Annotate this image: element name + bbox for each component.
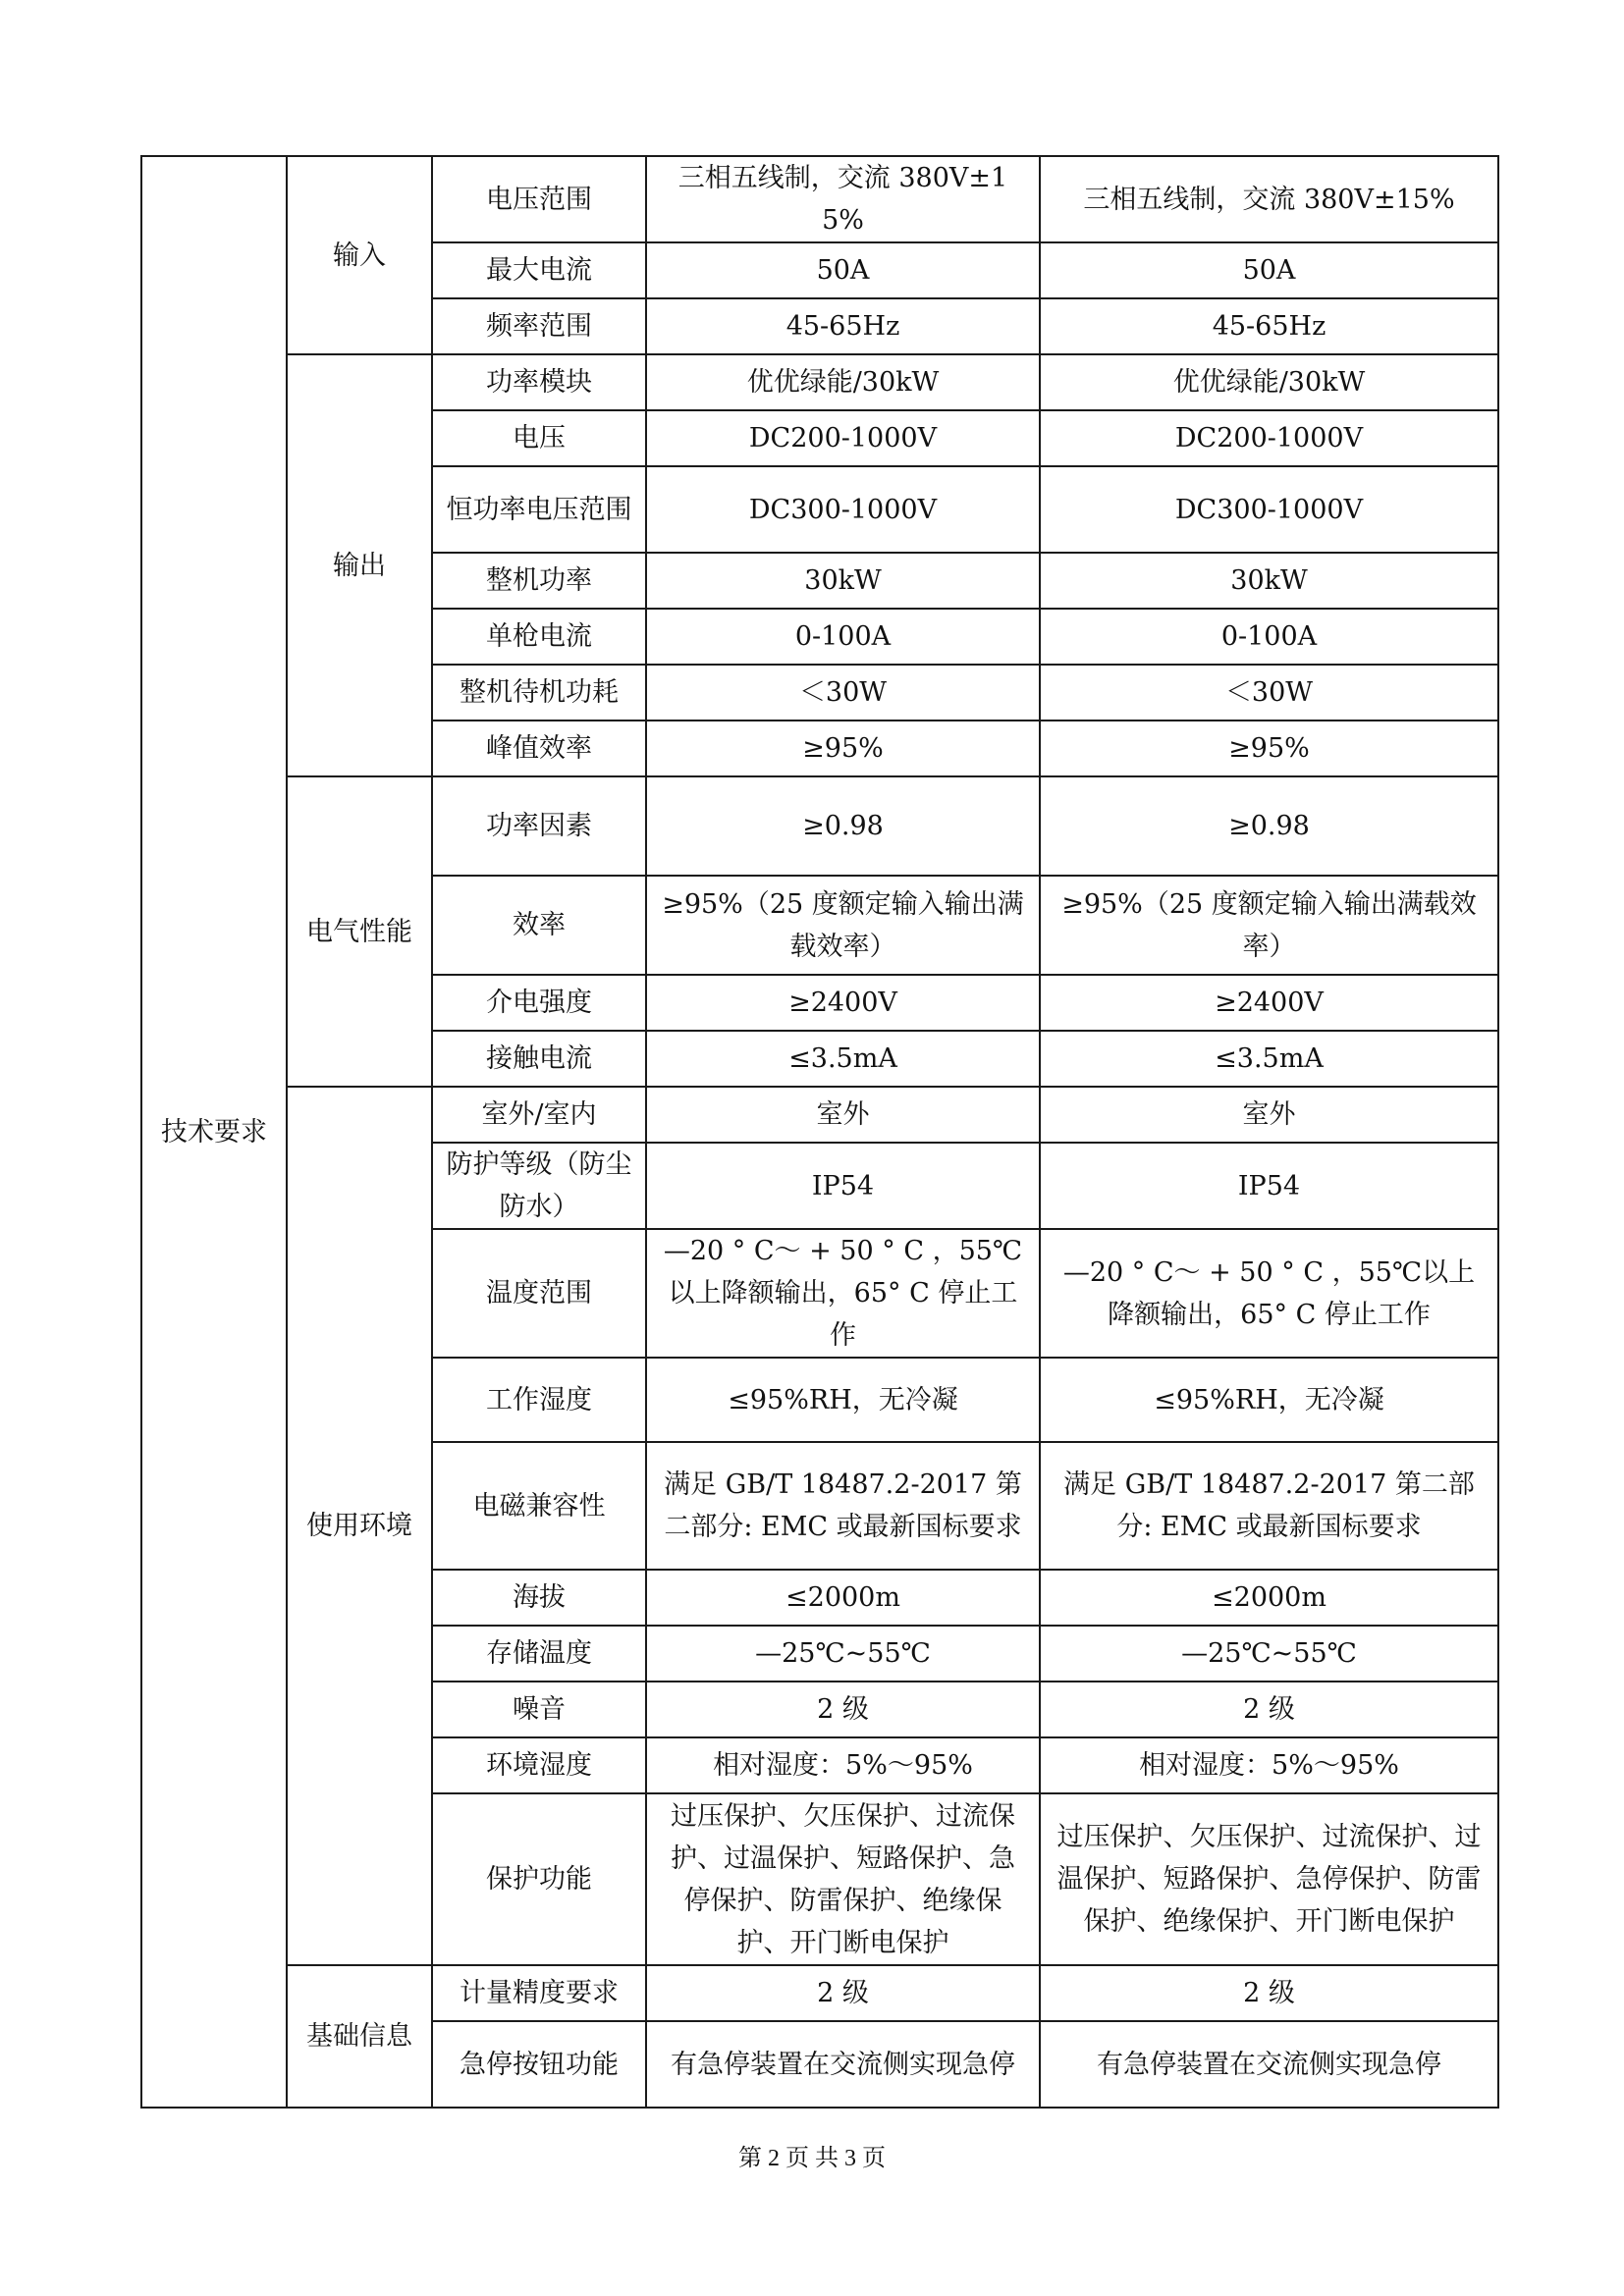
param-name: 单枪电流 bbox=[432, 609, 646, 665]
value-option-2: 2 级 bbox=[1040, 1682, 1498, 1737]
value-option-1: ≥0.98 bbox=[646, 776, 1040, 876]
value-option-1: DC200-1000V bbox=[646, 410, 1040, 466]
value-option-2: ≥95% bbox=[1040, 721, 1498, 776]
value-option-2: ≥2400V bbox=[1040, 975, 1498, 1031]
value-option-1: ≥95% bbox=[646, 721, 1040, 776]
param-name: 效率 bbox=[432, 876, 646, 975]
value-option-1: 有急停装置在交流侧实现急停 bbox=[646, 2021, 1040, 2108]
value-option-2: DC300-1000V bbox=[1040, 466, 1498, 553]
group-label: 电气性能 bbox=[287, 776, 432, 1087]
param-name: 海拔 bbox=[432, 1570, 646, 1626]
param-name: 功率因素 bbox=[432, 776, 646, 876]
value-option-2: IP54 bbox=[1040, 1143, 1498, 1229]
value-option-2: 相对湿度：5%～95% bbox=[1040, 1737, 1498, 1793]
param-name: 急停按钮功能 bbox=[432, 2021, 646, 2108]
value-option-1: ＜30W bbox=[646, 665, 1040, 721]
param-name: 噪音 bbox=[432, 1682, 646, 1737]
value-option-1: IP54 bbox=[646, 1143, 1040, 1229]
value-option-1: 室外 bbox=[646, 1087, 1040, 1143]
group-label: 输入 bbox=[287, 156, 432, 354]
param-name: 计量精度要求 bbox=[432, 1965, 646, 2021]
value-option-1: DC300-1000V bbox=[646, 466, 1040, 553]
value-option-2: 50A bbox=[1040, 242, 1498, 298]
param-name: 整机待机功耗 bbox=[432, 665, 646, 721]
param-name: 整机功率 bbox=[432, 553, 646, 609]
param-name: 环境湿度 bbox=[432, 1737, 646, 1793]
value-option-2: ≤2000m bbox=[1040, 1570, 1498, 1626]
value-option-2: ≥95%（25 度额定输入输出满载效率） bbox=[1040, 876, 1498, 975]
param-name: 室外/室内 bbox=[432, 1087, 646, 1143]
spec-table bbox=[140, 155, 1499, 2109]
param-name: 电压 bbox=[432, 410, 646, 466]
value-option-2: 30kW bbox=[1040, 553, 1498, 609]
table-row bbox=[141, 156, 1498, 242]
value-option-1: 50A bbox=[646, 242, 1040, 298]
param-name: 温度范围 bbox=[432, 1229, 646, 1358]
group-label: 使用环境 bbox=[287, 1087, 432, 1965]
param-name: 电压范围 bbox=[432, 156, 646, 242]
value-option-1: 三相五线制，交流 380V±15% bbox=[646, 156, 1040, 242]
value-option-1: 优优绿能/30kW bbox=[646, 354, 1040, 410]
param-name: 保护功能 bbox=[432, 1793, 646, 1965]
value-option-1: ≤95%RH，无冷凝 bbox=[646, 1358, 1040, 1442]
table-row bbox=[141, 1087, 1498, 1143]
value-option-2: ≥0.98 bbox=[1040, 776, 1498, 876]
param-name: 功率模块 bbox=[432, 354, 646, 410]
value-option-2: 过压保护、欠压保护、过流保护、过温保护、短路保护、急停保护、防雷保护、绝缘保护、开门断电保护 bbox=[1040, 1793, 1498, 1965]
value-option-2: ≤3.5mA bbox=[1040, 1031, 1498, 1087]
value-option-1: 0-100A bbox=[646, 609, 1040, 665]
param-name: 接触电流 bbox=[432, 1031, 646, 1087]
param-name: 峰值效率 bbox=[432, 721, 646, 776]
param-name: 介电强度 bbox=[432, 975, 646, 1031]
page-footer: 第 2 页 共 3 页 bbox=[738, 2146, 886, 2171]
param-name: 频率范围 bbox=[432, 298, 646, 354]
value-option-2: 室外 bbox=[1040, 1087, 1498, 1143]
param-name: 最大电流 bbox=[432, 242, 646, 298]
value-option-2: 有急停装置在交流侧实现急停 bbox=[1040, 2021, 1498, 2108]
table-row bbox=[141, 354, 1498, 410]
value-option-2: ≤95%RH，无冷凝 bbox=[1040, 1358, 1498, 1442]
value-option-1: 过压保护、欠压保护、过流保护、过温保护、短路保护、急停保护、防雷保护、绝缘保护、开门断电保护 bbox=[646, 1793, 1040, 1965]
value-option-2: —25℃~55℃ bbox=[1040, 1626, 1498, 1682]
spec-table-body bbox=[141, 156, 1498, 2108]
value-option-1: 满足 GB/T 18487.2-2017 第二部分: EMC 或最新国标要求 bbox=[646, 1442, 1040, 1570]
value-option-2: 优优绿能/30kW bbox=[1040, 354, 1498, 410]
main-category-label: 技术要求 bbox=[141, 156, 287, 2108]
value-option-2: 三相五线制，交流 380V±15% bbox=[1040, 156, 1498, 242]
group-label: 输出 bbox=[287, 354, 432, 776]
param-name: 工作湿度 bbox=[432, 1358, 646, 1442]
table-row bbox=[141, 776, 1498, 876]
group-label: 基础信息 bbox=[287, 1965, 432, 2108]
value-option-1: —20 ° C～ + 50 ° C ，55℃以上降额输出，65° C 停止工作 bbox=[646, 1229, 1040, 1358]
value-option-1: —25℃~55℃ bbox=[646, 1626, 1040, 1682]
value-option-2: 满足 GB/T 18487.2-2017 第二部分: EMC 或最新国标要求 bbox=[1040, 1442, 1498, 1570]
param-name: 防护等级（防尘防水） bbox=[432, 1143, 646, 1229]
value-option-2: 0-100A bbox=[1040, 609, 1498, 665]
value-option-1: 相对湿度：5%～95% bbox=[646, 1737, 1040, 1793]
table-row bbox=[141, 1965, 1498, 2021]
value-option-2: 45-65Hz bbox=[1040, 298, 1498, 354]
value-option-1: ≥2400V bbox=[646, 975, 1040, 1031]
param-name: 存储温度 bbox=[432, 1626, 646, 1682]
value-option-2: 2 级 bbox=[1040, 1965, 1498, 2021]
param-name: 恒功率电压范围 bbox=[432, 466, 646, 553]
value-option-1: 45-65Hz bbox=[646, 298, 1040, 354]
value-option-1: 2 级 bbox=[646, 1682, 1040, 1737]
value-option-1: 30kW bbox=[646, 553, 1040, 609]
value-option-2: —20 ° C～ + 50 ° C ，55℃以上降额输出，65° C 停止工作 bbox=[1040, 1229, 1498, 1358]
value-option-2: DC200-1000V bbox=[1040, 410, 1498, 466]
value-option-1: 2 级 bbox=[646, 1965, 1040, 2021]
value-option-1: ≤2000m bbox=[646, 1570, 1040, 1626]
param-name: 电磁兼容性 bbox=[432, 1442, 646, 1570]
value-option-1: ≤3.5mA bbox=[646, 1031, 1040, 1087]
value-option-1: ≥95%（25 度额定输入输出满载效率） bbox=[646, 876, 1040, 975]
value-option-2: ＜30W bbox=[1040, 665, 1498, 721]
